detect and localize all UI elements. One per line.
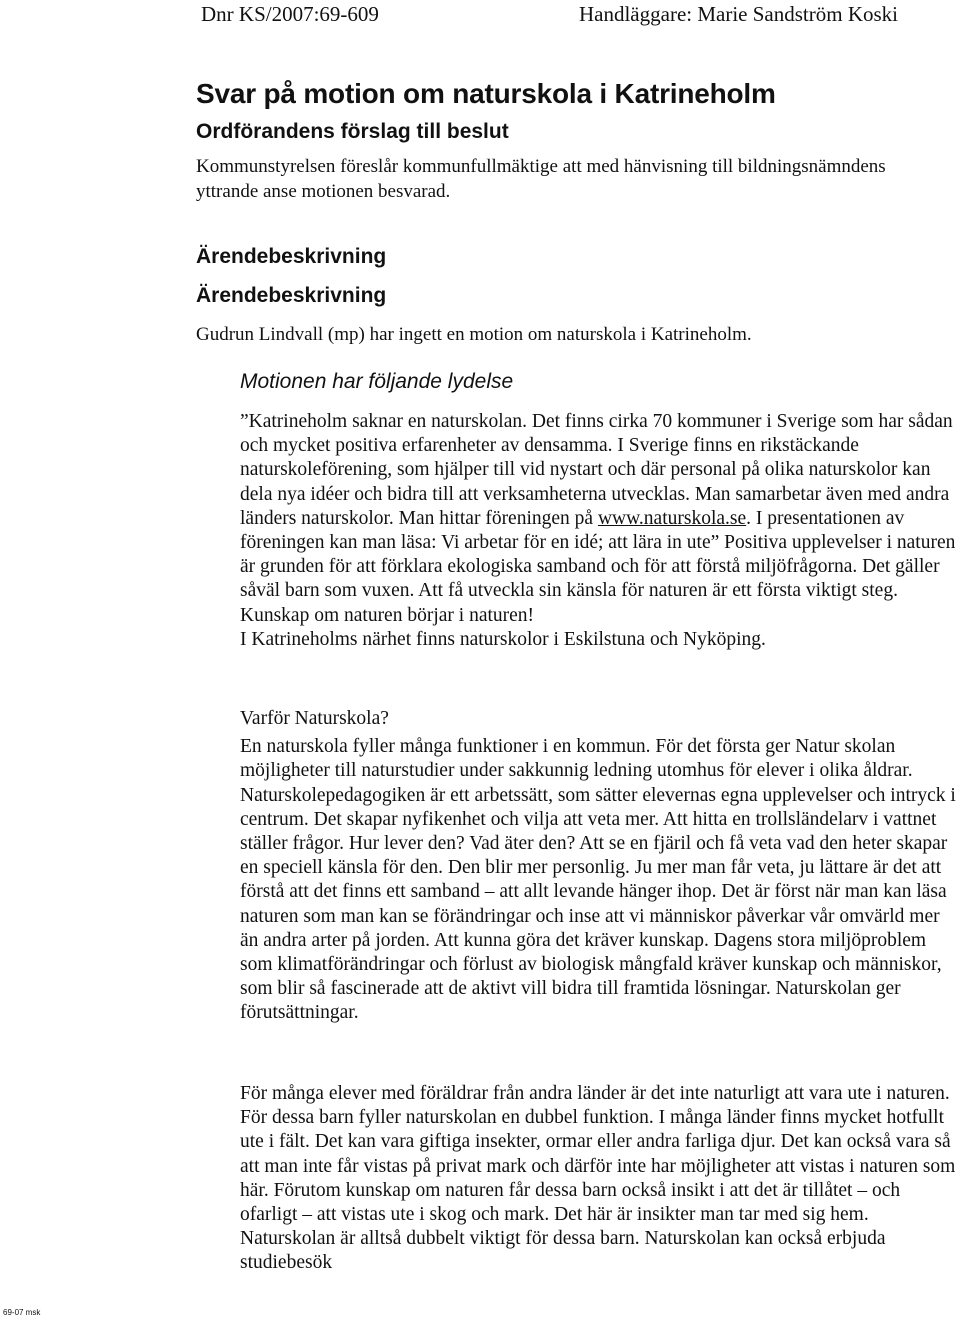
why-text: En naturskola fyller många funktioner i en kommun. För det första ger Natur skolan möjligheter till naturstudier under sakkunnig ledning utomhus för elever i olika åldrar. Naturskolepedagogiken är ett arbetssätt, som sätter elevernas egna upplevelser och intryck i centrum. Det skapar nyfikenhet och vilja att veta mer. Att hitta en trollsländelarv i vattnet ställer frågor. Hur lever den? Vad äter den? Att se en fjäril och få veta vad den heter skapar en speciell känsla för den. Den blir mer personlig. Ju mer man får veta, ju lättare är det att förstå att det finns ett samband – att allt levande hänger ihop. Det är först när man kan läsa naturen som man kan se förändringar och inse att vi människor påverkar vår omvärld mer än andra arter på jorden. Att kunna göra det kräver kunskap. Dagens stora miljöproblem som klimatförändringar och förlust av biologisk mångfald kräver kunskap och människor, som blir så fascinerade att de aktivt vill bidra till framtida lösningar. Naturskolan ger förutsättningar. <box>240 736 956 1024</box>
proposal-heading: Ordförandens förslag till beslut <box>196 120 509 143</box>
naturskola-link[interactable]: www.naturskola.se <box>597 507 747 529</box>
motion-paragraph-2 <box>240 707 956 1026</box>
description-heading-duplicate: Ärendebeskrivning <box>196 284 387 307</box>
motion-paragraph-3: För många elever med föräldrar från andra länder är det inte naturligt att vara ute i naturen. För dessa barn fyller naturskolan en dubbel funktion. I många länder finns mycket hotfullt ute i fält. Det kan vara giftiga insekter, ormar eller andra farliga djur. Det kan också vara så att man inte får vistas på privat mark och därför inte har möjligheter att vistas i naturen som här. Förutom kunskap om naturen får dessa barn också insikt i att det är tillåtet – och ofarligt – att vistas ute i skog och mark. Det här är insikter man tar med sig hem. Naturskolan är alltså dubbelt viktigt för dessa barn. Naturskolan kan också erbjuda studiebesök <box>240 1083 956 1274</box>
footer-stamp: 69-07 msk <box>3 1308 41 1317</box>
motion-paragraph-1 <box>240 410 956 652</box>
reference-number: Dnr KS/2007:69-609 <box>201 2 379 26</box>
why-heading: Varför Naturskola? <box>240 708 389 729</box>
page-title: Svar på motion om naturskola i Katrineholm <box>196 78 776 109</box>
proposal-text: Kommunstyrelsen föreslår kommunfullmäktige att med hänvisning till bildningsnämndens yttrande anse motionen besvarad. <box>196 156 886 202</box>
description-text: Gudrun Lindvall (mp) har ingett en motion om naturskola i Katrineholm. <box>196 324 752 345</box>
motion-nearby-schools: I Katrineholms närhet finns naturskolor i Eskilstuna och Nyköping. <box>240 628 766 650</box>
case-officer: Handläggare: Marie Sandström Koski <box>578 2 898 26</box>
motion-heading: Motionen har följande lydelse <box>240 370 514 393</box>
motion-paragraph-1-continued: . I presentationen av föreningen kan man läsa: Vi arbetar för en idé; att lära in ute” Positiva upplevelser i naturen är grunden för att förklara ekologiska samband och för att förstå miljöfrågorna. Det gäller såväl barn som vuxen. Att få utveckla sin känsla för naturen är ett första viktigt steg. Kunskap om naturen börjar i naturen! <box>240 507 956 626</box>
motion-paragraph-1-text: ”Katrineholm saknar en naturskolan. Det finns cirka 70 kommuner i Sverige som har sådan och mycket positiva erfarenheter av densamma. I Sverige finns en rikstäckande naturskoleförening, som hjälper till vid nystart och där personal på olika naturskolor kan dela nya idéer och bidra till att verksamheterna utvecklas. Man samarbetar även med andra länders naturskolor. Man hittar föreningen på <box>240 411 953 529</box>
description-heading: Ärendebeskrivning <box>196 245 387 268</box>
